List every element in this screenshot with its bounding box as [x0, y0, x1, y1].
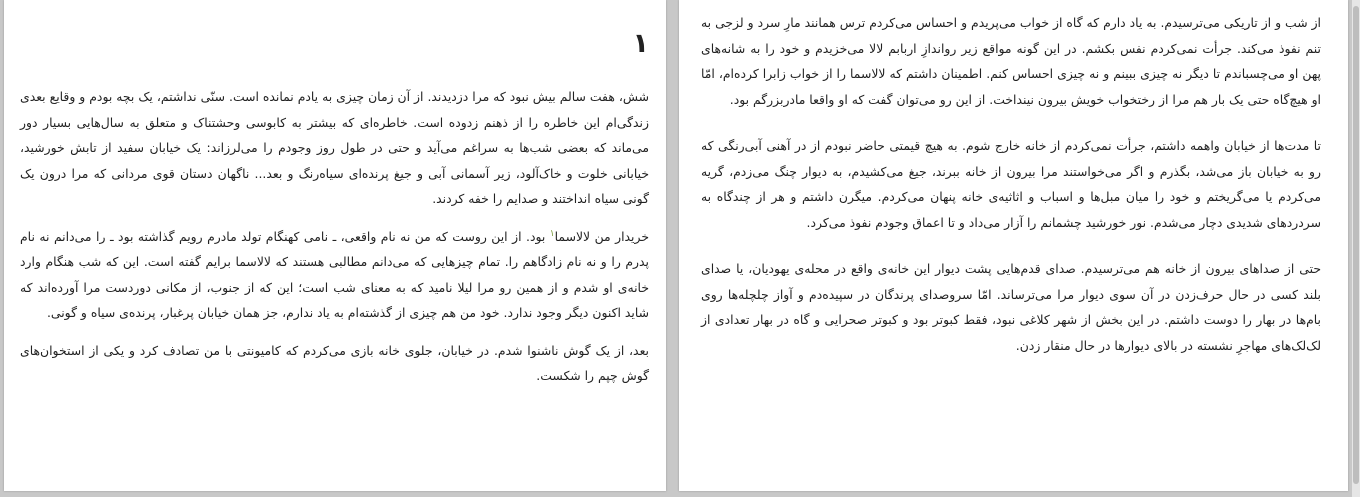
paragraph: تا مدت‌ها از خیابان واهمه داشتم، جرأت نمی‌کردم از خانه خارج شوم. به هیچ قیمتی حاضر نبودم از در آهنی آبی‌رنگی که رو به خیابان باز می‌شد، بگذرم و اگر می‌خواستند مرا بیرون از خانه ببرند، جیغ می‌کشیدم، به دیوار چنگ می‌زدم، گریه می‌کردم یا می‌گریختم و خود را میان مبل‌ها و اسباب و اثاثیه‌ی خانه پنهان می‌کردم. میگرن داشتم و هر از چندگاه به سردردهای شدیدی دچار می‌شدم. نور خورشید چشمانم را آزار می‌داد و تا اعماق وجودم نفوذ می‌کرد. — [701, 138, 1321, 230]
chapter-number: ۱ — [632, 28, 649, 59]
paragraph: حتی از صداهای بیرون از خانه هم می‌ترسیدم. صدای قدم‌هایی پشت دیوار این خانه‌ی واقع در محله‌ی یهودیان، یا صدای بلند کسی در حال حرف‌زدن در آن سوی دیوار مرا می‌ترساند. امّا سروصدای پرندگان در سپیده‌دم و آواز چلچله‌ها روی بام‌ها در بهار را دوست داشتم. در این بخش از شهر کلاغی نبود، فقط کبوتر بود و کبوتر صحرایی و گاه در بهار تعدادی از لک‌لک‌های مهاجرِ نشسته در بالای دیوارها در حال منقار زدن. — [701, 261, 1321, 353]
paragraph: از شب و از تاریکی می‌ترسیدم. به یاد دارم که گاه از خواب می‌پریدم و احساس می‌کردم ترس همانند مارِ سرد و لزجی به تنم نفوذ می‌کند. جرأت نمی‌کردم نفس بکشم. در این گونه مواقع زیر رواندازِ اربابم لالا می‌خزیدم و خود را به شانه‌های پهن او می‌چسباندم تا دیگر نه چیزی ببینم و نه چیزی احساس کنم. اطمینان داشتم که لالاسما را از خواب زابرا کرده‌ام، امّا او هیچ‌گاه حتی یک بار هم مرا از رختخواب خویش بیرون نینداخت. از این رو می‌توان گفت که او واقعا مادربزرگم بود. — [701, 15, 1321, 107]
scrollbar-thumb[interactable] — [1353, 6, 1359, 484]
vertical-scrollbar[interactable] — [1352, 0, 1360, 497]
left-page — [4, 0, 666, 491]
paragraph: بعد، از یک گوش ناشنوا شدم. در خیابان، جلوی خانه بازی می‌کردم که کامیونتی با من تصادف کرد و یکی از استخوان‌های گوش چپم را شکست. — [20, 342, 649, 383]
paragraph-text: خریدار من لالاسما — [554, 228, 649, 244]
paragraph — [20, 224, 649, 326]
paragraph: شش، هفت سالم بیش نبود که مرا دزدیدند. از آن زمان چیزی به یادم نمانده است. سنّی نداشتم، یک بچه بودم و وقایع بعدی زندگی‌ام این خاطره را از ذهنم زدوده است. خاطره‌ای که بیشتر به کابوسی وحشتناک و متعلق به سال‌هایی بسیار دور می‌ماند که بعضی شب‌ها به سراغم می‌آید و حتی در طول روز وجودم را می‌لرزاند: یک خیابان سفید از تابش خورشید، خیابانی خلوت و خاک‌آلود، زیر آسمانی آبی و جیغ پرنده‌ای سیاه‌رنگ و بعد... ناگهان دستان قوی مردانی که مرا درون یک گونی سیاه انداختند و صدایم را خفه کردند. — [20, 89, 649, 206]
paragraph-text: بود. از این روست که من نه نام واقعی، ـ نامی کهنگام تولد مادرم رویم گذاشته بود ـ را می‌دانم نه نام پدرم را و نه نام زادگاهم را. تمام چیزهایی که می‌دانم مطالبی هستند که لالاسما برایم گفته است. این که شب هنگام وارد خانه‌ی او شدم و از همین رو مرا لیلا نامید که به معنای شب است؛ این که از جنوب، از مکانی دوردست مرا آورده‌اند که شاید اکنون دیگر وجود ندارد. خود من هم چیزی از گذشته‌ام به یاد ندارم، جز همان خیابان پرغبار، پرنده‌ی سیاه و گونی. — [20, 228, 649, 320]
footnote-marker[interactable]: ۱ — [549, 228, 555, 239]
right-page — [679, 0, 1348, 491]
